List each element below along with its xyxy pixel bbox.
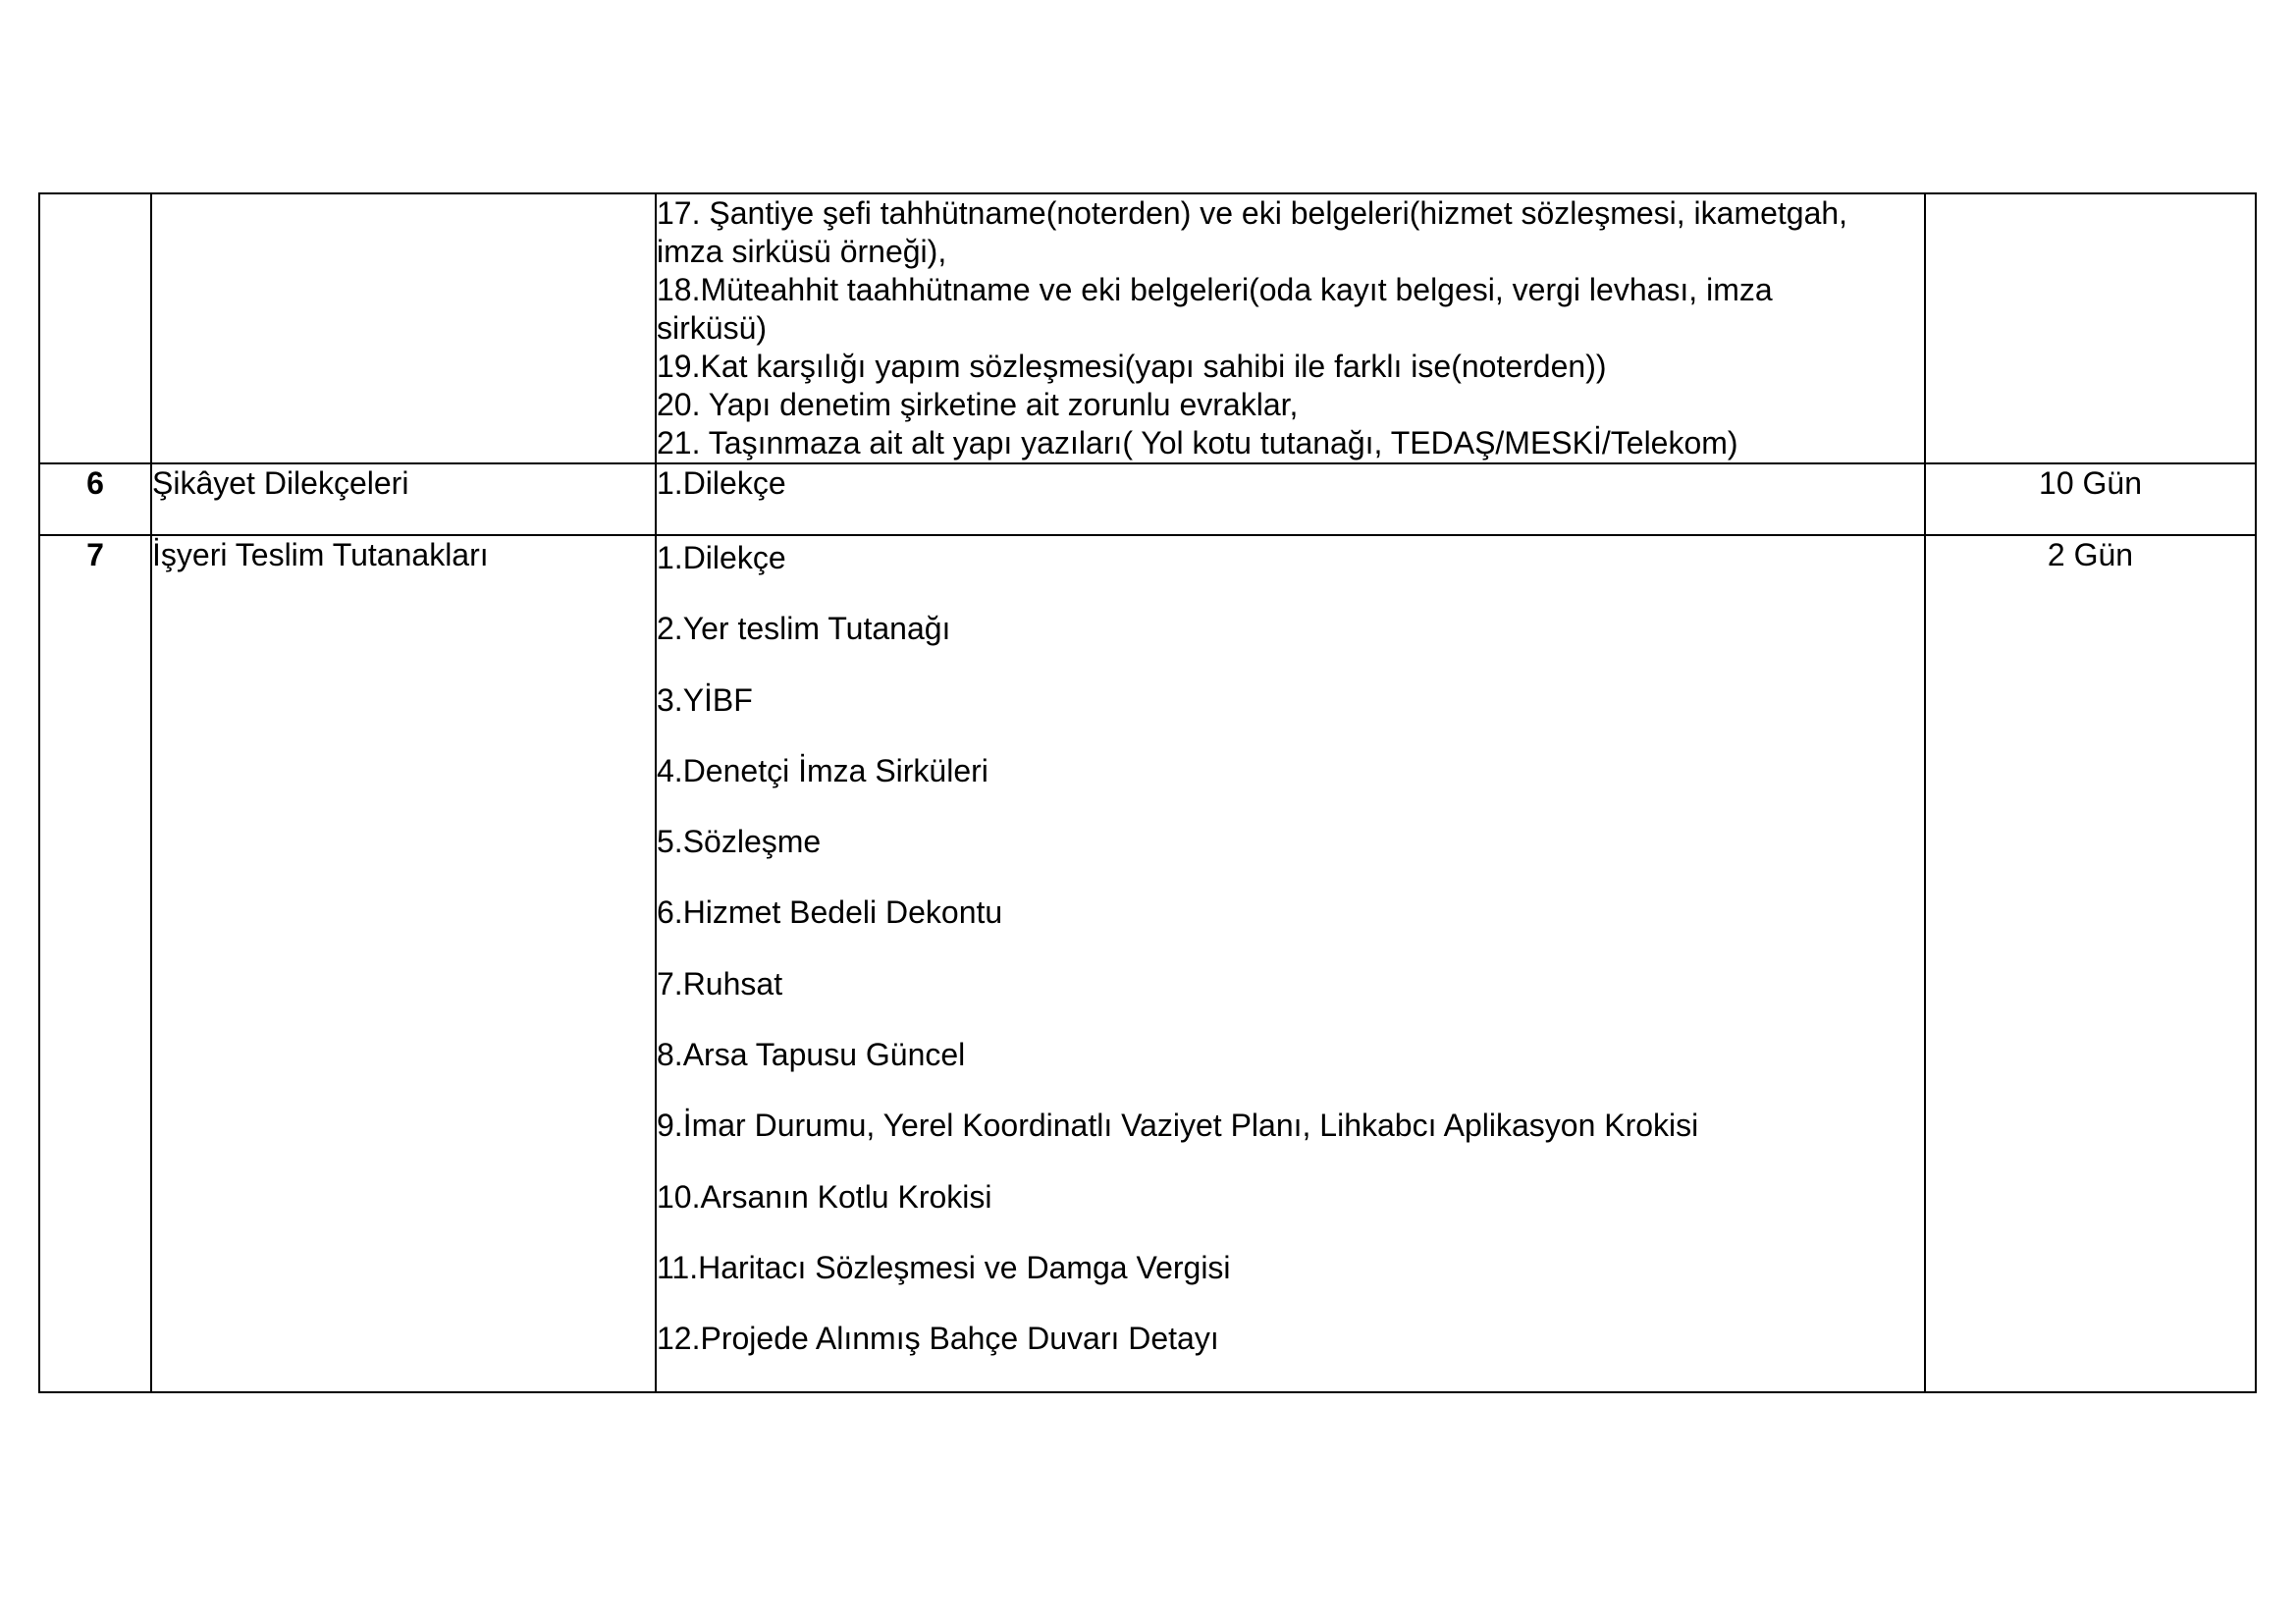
document-line: imza sirküsü örneği), — [657, 234, 947, 269]
document-line: 20. Yapı denetim şirketine ait zorunlu evraklar, — [657, 387, 1299, 422]
list-item: 2.Yer teslim Tutanağı — [657, 611, 951, 647]
required-documents-cell — [656, 463, 1925, 535]
list-item: 8.Arsa Tapusu Güncel — [657, 1037, 966, 1073]
completion-time-cell: 10 Gün — [1925, 463, 2256, 535]
document-line: 1.Dilekçe — [657, 465, 786, 501]
list-item: 11.Haritacı Sözleşmesi ve Damga Vergisi — [657, 1249, 1231, 1285]
table-row-7 — [39, 535, 2256, 1392]
document-line: 19.Kat karşılığı yapım sözleşmesi(yapı sahibi ile farklı ise(noterden)) — [657, 349, 1607, 384]
list-item: 5.Sözleşme — [657, 824, 822, 860]
completion-time-cell — [1925, 193, 2256, 463]
service-standards-table — [38, 192, 2257, 1393]
list-item: 3.YİBF — [657, 681, 753, 718]
document-line: 17. Şantiye şefi tahhütname(noterden) ve eki belgeleri(hizmet sözleşmesi, ikametgah, — [657, 195, 1848, 231]
row-number-cell: 7 — [39, 535, 151, 1392]
required-documents-cell — [656, 193, 1925, 463]
service-name-cell: İşyeri Teslim Tutanakları — [151, 535, 656, 1392]
document-line: 21. Taşınmaza ait alt yapı yazıları( Yol kotu tutanağı, TEDAŞ/MESKİ/Telekom) — [657, 425, 1738, 460]
table-row-6 — [39, 463, 2256, 535]
completion-time-cell: 2 Gün — [1925, 535, 2256, 1392]
list-item: 7.Ruhsat — [657, 965, 783, 1001]
row-number-cell — [39, 193, 151, 463]
table-row-continued — [39, 193, 2256, 463]
list-item: 9.İmar Durumu, Yerel Koordinatlı Vaziyet Planı, Lihkabcı Aplikasyon Krokisi — [657, 1108, 1699, 1144]
service-name-cell: Şikâyet Dilekçeleri — [151, 463, 656, 535]
document-line: sirküsü) — [657, 310, 768, 346]
document-line: 18.Müteahhit taahhütname ve eki belgeleri(oda kayıt belgesi, vergi levhası, imza — [657, 272, 1773, 307]
document-list — [657, 536, 1924, 1391]
list-item: 6.Hizmet Bedeli Dekontu — [657, 894, 1003, 931]
service-name-cell — [151, 193, 656, 463]
list-item: 4.Denetçi İmza Sirküleri — [657, 752, 988, 788]
list-item: 1.Dilekçe — [657, 540, 786, 575]
row-number-cell: 6 — [39, 463, 151, 535]
list-item: 12.Projede Alınmış Bahçe Duvarı Detayı — [657, 1321, 1219, 1357]
required-documents-cell — [656, 535, 1925, 1392]
list-item: 10.Arsanın Kotlu Krokisi — [657, 1178, 992, 1215]
